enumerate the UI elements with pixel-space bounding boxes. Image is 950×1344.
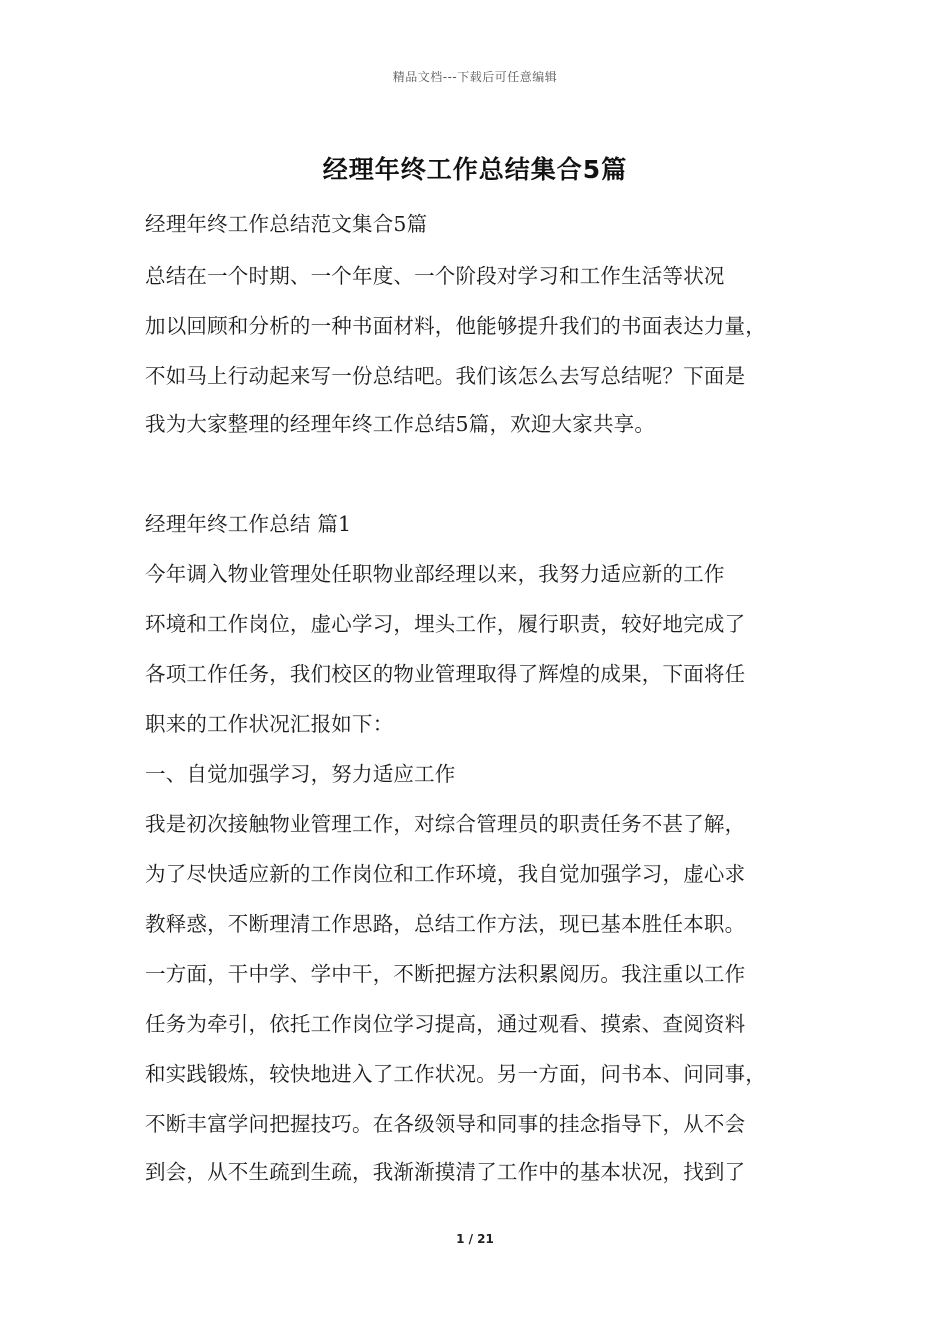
body-line: 为了尽快适应新的工作岗位和工作环境，我自觉加强学习，虚心求 — [145, 862, 746, 886]
body-line: 环境和工作岗位，虚心学习，埋头工作，履行职责，较好地完成了 — [145, 612, 746, 636]
page-indicator: 1 / 21 — [456, 1232, 494, 1246]
body-line: 任务为牵引，依托工作岗位学习提高，通过观看、摸索、查阅资料 — [145, 1012, 746, 1036]
body-line: 各项工作任务，我们校区的物业管理取得了辉煌的成果，下面将任 — [145, 662, 746, 686]
body-line: 我是初次接触物业管理工作，对综合管理员的职责任务不甚了解， — [145, 812, 746, 836]
body-line: 不如马上行动起来写一份总结吧。我们该怎么去写总结呢？下面是 — [145, 364, 746, 388]
body-line: 一方面，干中学、学中干，不断把握方法积累阅历。我注重以工作 — [145, 962, 746, 986]
section-heading: 经理年终工作总结 篇1 — [145, 512, 352, 536]
body-line: 不断丰富学问把握技巧。在各级领导和同事的挂念指导下，从不会 — [145, 1112, 746, 1136]
body-line: 教释惑，不断理清工作思路，总结工作方法，现已基本胜任本职。 — [145, 912, 746, 936]
body-line: 到会，从不生疏到生疏，我渐渐摸清了工作中的基本状况，找到了 — [145, 1160, 746, 1184]
page-header: 精品文档---下载后可任意编辑 — [392, 70, 558, 84]
body-line: 总结在一个时期、一个年度、一个阶段对学习和工作生活等状况 — [145, 264, 725, 288]
body-line: 职来的工作状况汇报如下： — [145, 712, 394, 736]
document-title: 经理年终工作总结集合5篇 — [322, 155, 628, 184]
body-line: 和实践锻炼，较快地进入了工作状况。另一方面，问书本、问同事， — [145, 1062, 766, 1086]
body-line: 加以回顾和分析的一种书面材料，他能够提升我们的书面表达力量， — [145, 314, 766, 338]
subsection-heading: 一、自觉加强学习，努力适应工作 — [145, 762, 456, 786]
body-line: 今年调入物业管理处任职物业部经理以来，我努力适应新的工作 — [145, 562, 725, 586]
subtitle-line: 经理年终工作总结范文集合5篇 — [145, 212, 428, 236]
body-line: 我为大家整理的经理年终工作总结5篇，欢迎大家共享。 — [145, 412, 656, 436]
